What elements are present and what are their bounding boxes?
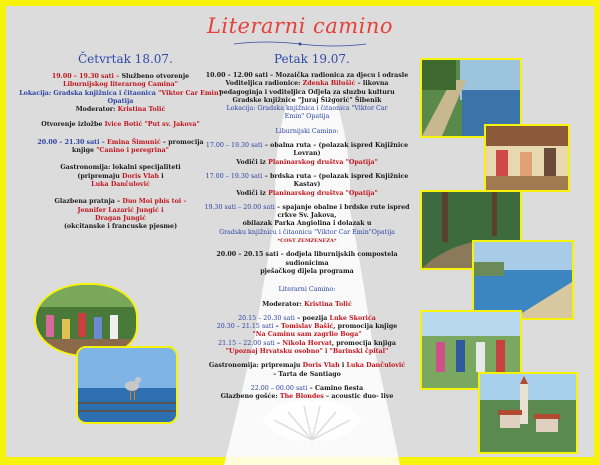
mid-program: 10.00 – 12.00 sati – Mozaička radionica za djecu i odrasle Voditeljica radionice: Zdenka Bilušić – likovna pedagoginja i voditeljica Odjela za sluzbu kulturu Gradske knjižnice "Juraj Šižgorić" Šibenik Lokacija: Gradska knjižnica i čitaonica "Viktor Car Emin" Opatija Liburnijski Camino: 17.00 – 19.30 sati – obalna ruta – (polazak ispred Knjižnice Lovran) Vodiči iz Planinarskog društva "Opatija" 17.00 – 19.30 sati – brdska ruta – (polazak ispred Knjižnice Kastav) Vodiči iz Planinarskog društva "Opatija" 19.30 sati – 20.00 sati – spajanje obalne i brdske rute ispred crkve Sv. Jakova, obilazak Parka Angiolina i dolazak u Gradsku knjižnicu i čitaonicu "Viktor Car Emin"Opatija *COST ZEMZENEZA* 20.00 – 20.15 sati – dodjela liburnijskih compostela sudionicima pješačkog dijela programa Literarni Camino: Moderator: Kristina Tolić 20.15 – 20.30 sati – poezija Luke Skorića 20.30 – 21.15 sati – Tomislav Bašić, promocija knjige "Na Caminu sam zagrlio Boga" 21.15 – 22.00 sati – Nikola Horvat, promocija knjiga "Upoznaj Hrvatsku osobno" i "Barinski čpital" Gastronomija: pripremaju Doris Vlah i Luka Dančulović – Tarta de Santiago 22.00 – 00.00 sati – Camino fiesta Glazbeno gošće: The Blondes – acoustic duo- live: [204, 72, 410, 401]
left-day-heading: Četvrtak 18.07.: [78, 52, 173, 66]
mid-day-heading: Petak 19.07.: [274, 52, 350, 66]
photo-cafe-people: [484, 124, 570, 192]
title-flourish: [230, 40, 370, 48]
photo-church-village: [478, 372, 578, 454]
left-program: 19.00 – 19.30 sati – Službeno otvorenje Liburnijskog literarnog Camina" Lokacija: Gradska knjižnica i čitaonica "Viktor Car Emin" Opatija Moderator: Kristina Tolić Otvorenje izložbe Ivice Botić "Put sv. Jakova" 20.00 – 21.30 sati – Emina Šimunić – promocija knjige "Canino i peregrina" Gastronomija: lokalni specijaliteti (pripremaju Doris Vlah i Luka Dančulović Glazbena pratnja – Duo Moi phis toi – Jennifer Lazarić Jungić i Dragan Jungić (okcitanske i francuske pjesme): [19, 73, 222, 231]
photo-seagull-sea: [76, 346, 178, 424]
photo-seaside-walk: [472, 240, 574, 320]
page-title: Literarni camino: [206, 14, 394, 38]
